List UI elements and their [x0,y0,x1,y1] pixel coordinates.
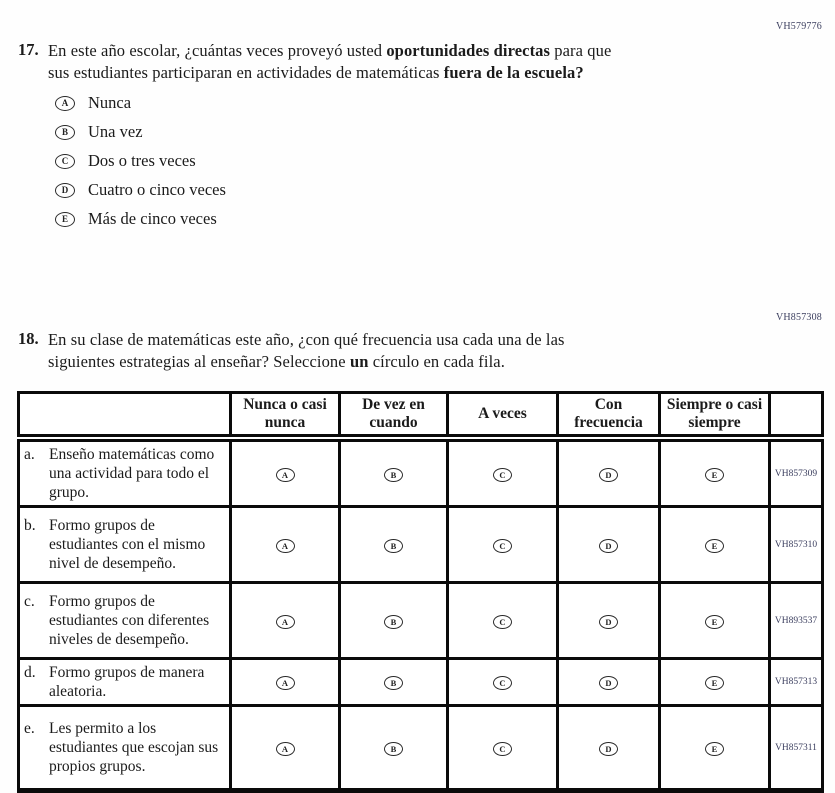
answer-bubble-a[interactable] [55,96,75,111]
answer-bubble[interactable] [493,539,512,553]
cell-row-e-col-d [558,706,660,791]
row-stem [19,706,231,791]
header-siempre-casi-siempre: Siempre o casi siempre [660,393,770,439]
q17-text-line1 [48,40,611,62]
cell-row-d-col-c [448,659,558,706]
bubble-letter: B [61,126,68,137]
question-18 [18,329,778,373]
cell-row-d-col-b [340,659,448,706]
q18-number: 18. [18,329,39,348]
row-accession-code: VH857311 [770,706,823,791]
bubble-letter: A [281,743,289,754]
row-stem [19,659,231,706]
q17-options [55,93,226,238]
bubble-letter: D [605,540,612,551]
q17-seg1: En este año escolar, ¿cuántas veces proveyó usted [48,41,387,60]
answer-bubble[interactable] [384,742,403,756]
bubble-letter: D [61,184,69,195]
answer-bubble[interactable] [599,676,618,690]
cell-row-d-col-a [231,659,340,706]
cell-row-e-col-c [448,706,558,791]
answer-bubble[interactable] [599,742,618,756]
answer-bubble[interactable] [384,468,403,482]
answer-bubble[interactable] [384,539,403,553]
cell-row-e-col-e [660,706,770,791]
q17-text-line2 [48,62,611,84]
option-label: Más de cinco veces [88,209,217,228]
bubble-letter: B [390,743,397,754]
bubble-letter: C [499,469,506,480]
bubble-letter: C [61,155,69,166]
q17-accession-code: VH579776 [775,21,822,32]
answer-bubble[interactable] [705,742,724,756]
q17-option-nunca[interactable] [55,93,226,113]
row-accession-code: VH893537 [770,583,823,659]
answer-bubble[interactable] [599,539,618,553]
table-row-c [19,583,823,659]
cell-row-b-col-d [558,507,660,583]
bubble-letter: C [499,540,506,551]
answer-bubble[interactable] [705,676,724,690]
answer-bubble[interactable] [276,676,295,690]
row-letter: c. [24,593,35,610]
bubble-letter: D [605,743,612,754]
answer-bubble[interactable] [493,742,512,756]
answer-bubble[interactable] [599,468,618,482]
row-accession-code: VH857309 [770,438,823,507]
answer-bubble[interactable] [384,676,403,690]
q18-text [48,329,565,373]
bubble-letter: D [605,678,612,688]
option-label: Dos o tres veces [88,151,196,170]
cell-row-c-col-b [340,583,448,659]
cell-row-b-col-c [448,507,558,583]
cell-row-a-col-a [231,438,340,507]
bubble-letter: A [281,540,289,551]
answer-bubble-d[interactable] [55,183,75,198]
bubble-letter: A [281,678,289,688]
table-row-e [19,706,823,791]
bubble-letter: A [281,469,289,480]
header-nunca-casi-nunca: Nunca o casi nunca [231,393,340,439]
answer-bubble[interactable] [493,468,512,482]
bubble-letter: D [605,469,612,480]
row-letter: e. [24,720,35,737]
question-17 [18,40,778,84]
answer-bubble-b[interactable] [55,125,75,140]
bubble-letter: E [711,469,718,480]
q17-option-cuatro-cinco[interactable] [55,180,226,200]
cell-row-a-col-b [340,438,448,507]
table-row-b [19,507,823,583]
option-label: Nunca [88,93,132,112]
option-label: Una vez [88,122,143,141]
q18-text-line1: En su clase de matemáticas este año, ¿con qué frecuencia usa cada una de las [48,330,565,349]
q18-frequency-table [17,391,824,793]
q18-seg1: siguientes estrategias al enseñar? Seleccione [48,352,350,371]
answer-bubble-e[interactable] [55,212,75,227]
table-row-d [19,659,823,706]
row-letter: a. [24,446,35,463]
table-row-a [19,438,823,507]
header-con-frecuencia: Con frecuencia [558,393,660,439]
cell-row-a-col-e [660,438,770,507]
answer-bubble[interactable] [599,615,618,629]
cell-row-a-col-d [558,438,660,507]
row-text: Formo grupos de manera aleatoria. [49,664,205,700]
bubble-letter: C [499,616,506,627]
q17-option-dos-tres[interactable] [55,151,226,171]
answer-bubble[interactable] [493,615,512,629]
q17-option-mas-de-cinco[interactable] [55,209,226,229]
row-stem [19,507,231,583]
q17-seg4: sus estudiantes participaran en actividades de matemáticas [48,63,444,82]
q17-text [48,40,611,84]
q18-seg3: círculo en cada fila. [368,352,505,371]
table-header-row [19,393,823,439]
cell-row-e-col-b [340,706,448,791]
header-empty-code [770,393,823,439]
q18-accession-code: VH857308 [775,312,822,323]
bubble-letter: B [390,469,397,480]
q18-bold-un: un [349,352,369,371]
cell-row-c-col-c [448,583,558,659]
cell-row-c-col-d [558,583,660,659]
cell-row-b-col-e [660,507,770,583]
bubble-letter: E [711,616,718,627]
bubble-letter: C [499,743,506,754]
answer-bubble-c[interactable] [55,154,75,169]
answer-bubble[interactable] [705,615,724,629]
cell-row-b-col-b [340,507,448,583]
option-label: Cuatro o cinco veces [88,180,226,199]
bubble-letter: B [390,540,397,551]
bubble-letter: A [281,616,289,627]
row-letter: b. [24,517,36,534]
row-text: Formo grupos de estudiantes con diferentes niveles de desempeño. [49,593,210,648]
q17-option-una-vez[interactable] [55,122,226,142]
header-de-vez-en-cuando: De vez en cuando [340,393,448,439]
bubble-letter: E [711,743,718,754]
bubble-letter: E [61,213,68,224]
answer-bubble[interactable] [493,676,512,690]
header-a-veces: A veces [448,393,558,439]
answer-bubble[interactable] [276,742,295,756]
q17-seg3: para que [550,41,612,60]
bubble-letter: E [711,678,718,688]
bubble-letter: A [61,97,69,108]
bubble-letter: B [390,616,397,627]
cell-row-d-col-e [660,659,770,706]
answer-bubble[interactable] [384,615,403,629]
q18-text-line2 [48,351,565,373]
q17-bold-oportunidades: oportunidades directas [386,41,551,60]
row-letter: d. [24,664,36,681]
row-accession-code: VH857310 [770,507,823,583]
row-text: Les permito a los estudiantes que escojan sus propios grupos. [49,720,219,775]
answer-bubble[interactable] [276,539,295,553]
header-empty-stem [19,393,231,439]
cell-row-b-col-a [231,507,340,583]
answer-bubble[interactable] [705,468,724,482]
row-text: Enseño matemáticas como una actividad para todo el grupo. [49,446,215,501]
row-stem [19,438,231,507]
row-text: Formo grupos de estudiantes con el mismo nivel de desempeño. [49,517,206,572]
bubble-letter: E [711,540,718,551]
cell-row-a-col-c [448,438,558,507]
bubble-letter: D [605,616,612,627]
row-stem [19,583,231,659]
cell-row-d-col-d [558,659,660,706]
cell-row-c-col-a [231,583,340,659]
q17-bold-fuera: fuera de la escuela? [443,63,584,82]
answer-bubble[interactable] [705,539,724,553]
bubble-letter: B [390,678,397,688]
cell-row-c-col-e [660,583,770,659]
q17-number: 17. [18,40,39,59]
row-accession-code: VH857313 [770,659,823,706]
bubble-letter: C [499,678,506,688]
answer-bubble[interactable] [276,468,295,482]
cell-row-e-col-a [231,706,340,791]
answer-bubble[interactable] [276,615,295,629]
